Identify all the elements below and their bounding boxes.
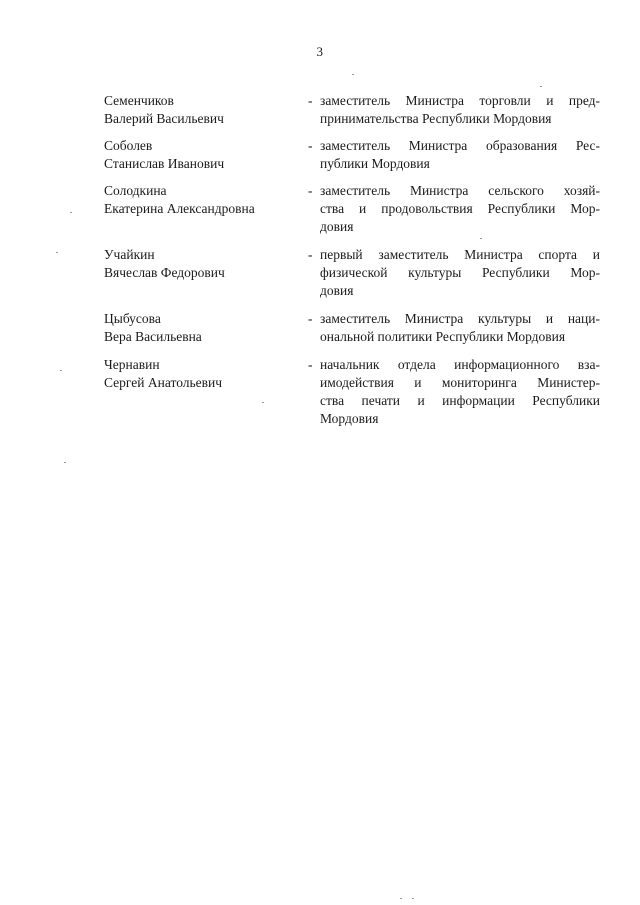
position-line: ональной политики Республики Мордовия [320,329,566,344]
page-number: 3 [316,44,324,59]
list-item [104,310,600,346]
position-line: заместитель Министра образования Рес- [320,138,600,153]
scan-speck [412,898,414,899]
position-title [320,137,600,173]
position-line: заместитель Министра торговли и пред- [320,93,600,108]
dash: - [308,357,313,372]
position-line: публики Мордовия [320,156,430,171]
scan-speck [400,898,402,899]
position-line: заместитель Министра сельского хозяй- [320,183,600,198]
given-name: Екатерина Александровна [104,201,255,216]
position-title [320,356,600,428]
dash: - [308,138,313,153]
dash: - [308,93,313,108]
personnel-list [104,92,600,428]
person-name [104,246,308,282]
dash: - [308,247,313,262]
position-line: начальник отдела информационного вза- [320,357,600,372]
given-name: Сергей Анатольевич [104,375,223,390]
given-name: Вера Васильевна [104,329,202,344]
dash: - [308,311,313,326]
given-name: Валерий Васильевич [104,111,224,126]
list-item [104,246,600,300]
scan-speck [540,86,542,87]
surname: Учайкин [104,247,155,262]
person-name [104,137,308,173]
surname: Семенчиков [104,93,174,108]
scan-speck [352,74,354,75]
surname: Цыбусова [104,311,161,326]
position-line: принимательства Республики Мордовия [320,111,552,126]
position-line: заместитель Министра культуры и наци- [320,311,600,326]
position-title [320,246,600,300]
position-line: первый заместитель Министра спорта и [320,247,600,262]
person-name [104,310,308,346]
scan-speck [262,402,264,403]
position-line: физической культуры Республики Мор- [320,265,600,280]
scan-speck [64,462,66,463]
position-line: имодействия и мониторинга Министер- [320,375,600,390]
person-name [104,356,308,392]
scan-speck [60,370,62,371]
surname: Соболев [104,138,153,153]
position-line: ства печати и информации Республики [320,393,600,408]
surname: Чернавин [104,357,160,372]
surname: Солодкина [104,183,167,198]
list-item [104,137,600,173]
list-item [104,182,600,236]
position-line: Мордовия [320,411,379,426]
position-line: ства и продовольствия Республики Мор- [320,201,600,216]
position-title [320,182,600,236]
position-title [320,92,600,128]
list-item [104,92,600,128]
person-name [104,182,308,218]
scan-speck [56,252,58,253]
scan-speck [70,212,72,213]
position-line: довия [320,219,354,234]
list-item [104,356,600,428]
given-name: Станислав Иванович [104,156,225,171]
given-name: Вячеслав Федорович [104,265,225,280]
person-name [104,92,308,128]
position-title [320,310,600,346]
scan-speck [480,238,482,239]
position-line: довия [320,283,354,298]
dash: - [308,183,313,198]
